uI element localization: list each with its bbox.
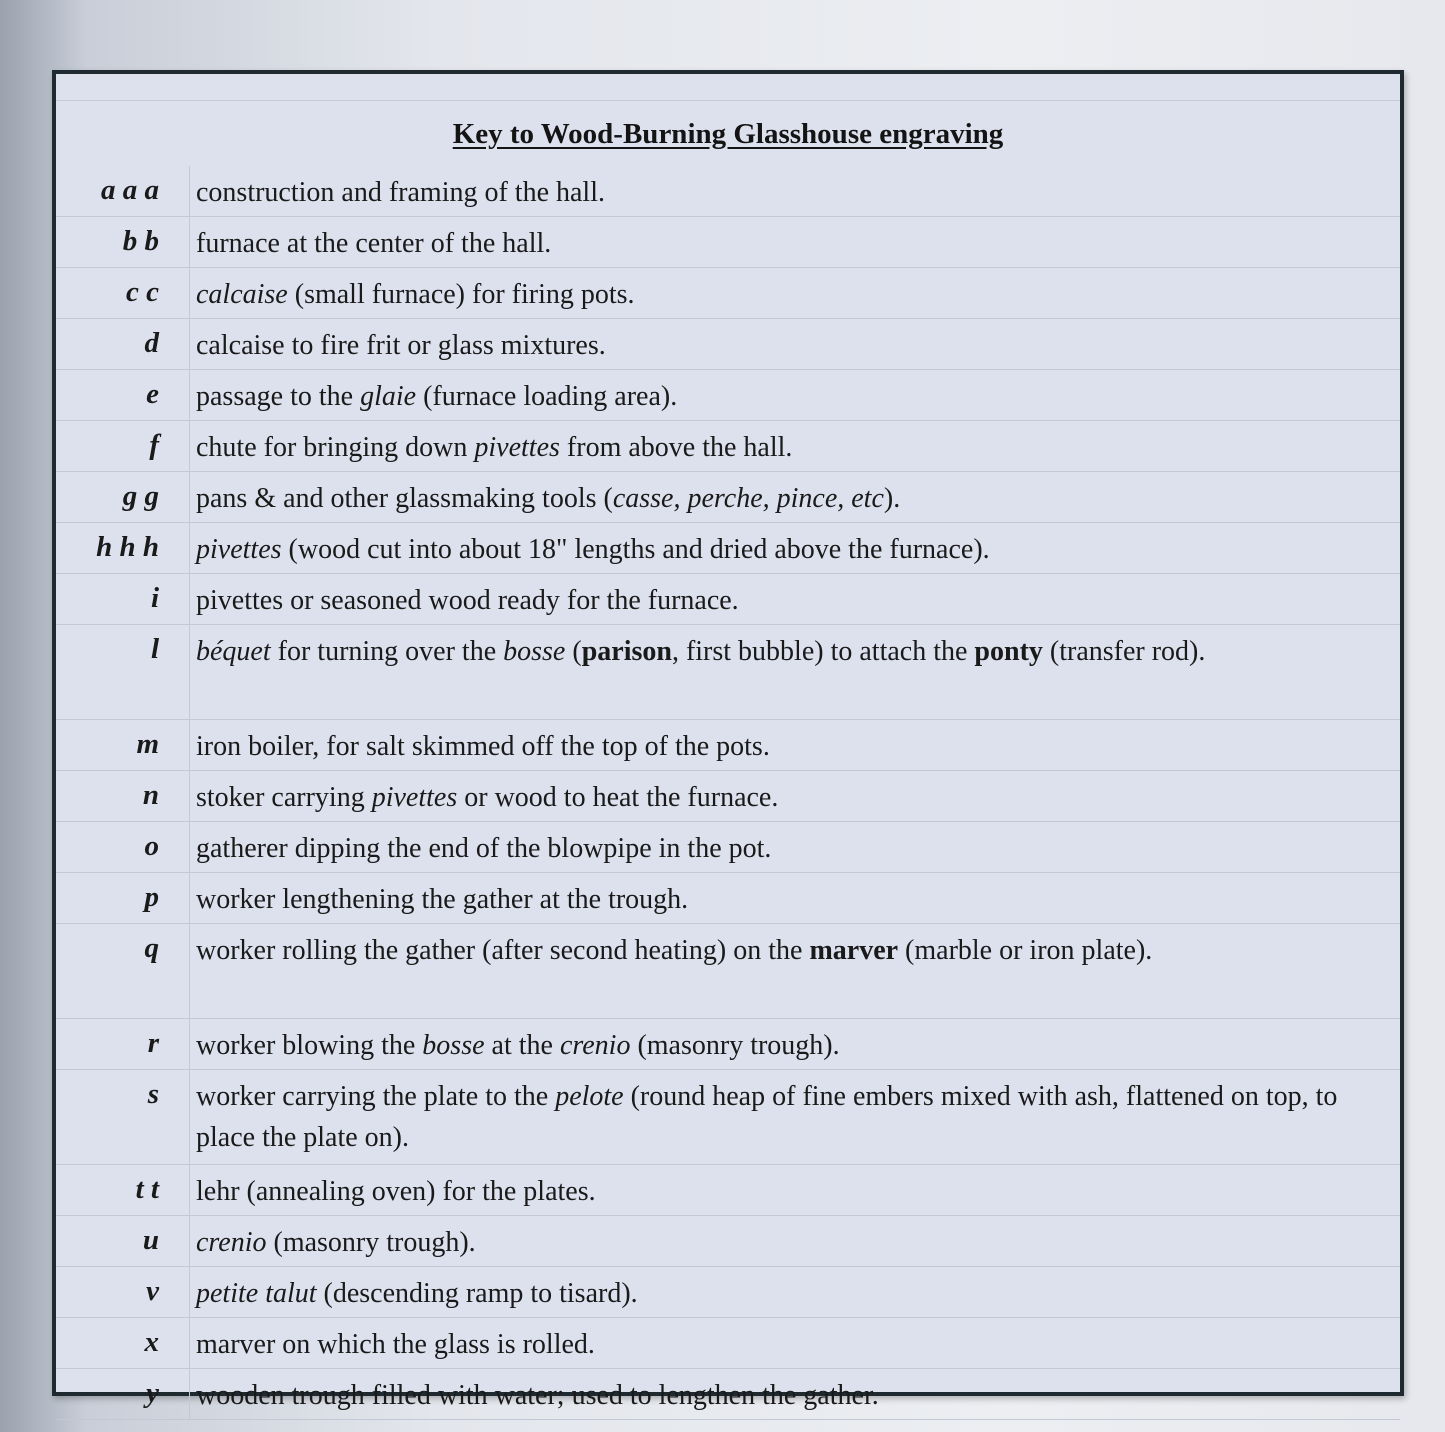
table-row [56,574,1400,625]
table-row [56,771,1400,822]
entry-description [190,720,1400,770]
table-row [56,370,1400,421]
table-row [56,217,1400,268]
description-text: (small furnace) for firing pots. [287,279,635,310]
table-row [56,1318,1400,1369]
description-text: worker carrying the plate to the [196,1081,556,1112]
entry-key: s [56,1070,190,1164]
ruled-line [56,100,1400,101]
entry-description [190,924,1400,1018]
description-text: pans & and other glassmaking tools ( [196,483,613,514]
entry-key: b b [56,217,190,267]
description-text: petite talut [196,1278,317,1309]
description-text: béquet [196,636,271,667]
description-text: (descending ramp to tisard). [316,1278,638,1309]
description-text: crenio [196,1227,267,1258]
entry-key: v [56,1267,190,1317]
description-text: (transfer rod). [1042,636,1206,667]
entry-description [190,873,1400,923]
table-row [56,822,1400,873]
entry-key: n [56,771,190,821]
entry-description [190,319,1400,369]
entry-key: a a a [56,166,190,216]
table-row [56,1216,1400,1267]
table-row [56,319,1400,370]
description-text: calcaise to fire frit or glass mixtures. [196,330,606,361]
table-row [56,924,1400,1019]
description-text: at the [484,1030,560,1061]
description-text: pivettes or seasoned wood ready for the furnace. [196,585,739,616]
entry-description [190,1019,1400,1069]
table-row [56,268,1400,319]
description-text: marver on which the glass is rolled. [196,1329,595,1360]
entry-key: o [56,822,190,872]
entry-key: y [56,1369,190,1419]
key-table [56,166,1400,1420]
description-text: chute for bringing down [196,432,475,463]
description-text: wooden trough filled with water; used to lengthen the gather. [196,1380,879,1411]
description-text: (wood cut into about 18" lengths and dried above the furnace). [281,534,990,565]
description-text: parison [581,636,672,667]
entry-description [190,523,1400,573]
entry-description [190,1165,1400,1215]
description-text: for turning over the [270,636,504,667]
table-row [56,523,1400,574]
document-sheet [52,70,1404,1411]
entry-key: d [56,319,190,369]
description-text: bosse [422,1030,485,1061]
table-row [56,472,1400,523]
description-text: , first bubble) to attach the [671,636,975,667]
entry-description [190,1216,1400,1266]
description-text: bosse [503,636,566,667]
entry-key: u [56,1216,190,1266]
description-text: from above the hall. [559,432,793,463]
table-row [56,1019,1400,1070]
entry-description [190,217,1400,267]
description-text: construction and framing of the hall. [196,177,605,208]
entry-key: x [56,1318,190,1368]
table-row [56,1165,1400,1216]
entry-key: t t [56,1165,190,1215]
description-text: pivettes [196,534,282,565]
entry-description [190,166,1400,216]
table-row [56,166,1400,217]
description-text: gatherer dipping the end of the blowpipe in the pot. [196,833,772,864]
page-title: Key to Wood-Burning Glasshouse engraving [452,118,1004,150]
description-text: casse, perche, pince, etc [612,483,884,514]
description-text: (furnace loading area). [416,381,678,412]
entry-key: f [56,421,190,471]
description-text: iron boiler, for salt skimmed off the top of the pots. [196,731,770,762]
table-row [56,421,1400,472]
table-row [56,1369,1400,1420]
entry-key: e [56,370,190,420]
description-text: (masonry trough). [266,1227,476,1258]
entry-key: h h h [56,523,190,573]
description-text: passage to the [196,381,361,412]
table-row [56,873,1400,924]
description-text: ponty [974,636,1043,667]
entry-key: p [56,873,190,923]
description-text: furnace at the center of the hall. [196,228,552,259]
entry-description [190,472,1400,522]
table-row [56,1267,1400,1318]
table-row [56,720,1400,771]
description-text: stoker carrying [196,782,372,813]
table-row [56,1070,1400,1165]
description-text: worker lengthening the gather at the trough. [196,884,689,915]
description-text: pelote [555,1081,624,1112]
table-row [56,625,1400,720]
description-text: (masonry trough). [630,1030,840,1061]
description-text: pivettes [474,432,560,463]
entry-key: c c [56,268,190,318]
entry-key: m [56,720,190,770]
entry-description [190,574,1400,624]
entry-description [190,625,1400,719]
description-text: (marble or iron plate). [898,935,1153,966]
description-text: worker rolling the gather (after second heating) on the [196,935,810,966]
entry-description [190,1369,1400,1419]
description-text: crenio [559,1030,631,1061]
entry-description [190,1267,1400,1317]
description-text: ( [565,636,582,667]
entry-description [190,370,1400,420]
entry-key: r [56,1019,190,1069]
entry-key: l [56,625,190,719]
description-text: (round heap of fine embers mixed with ash, flattened on top, to place the plate on). [196,1081,1338,1153]
description-text: ). [883,483,901,514]
entry-description [190,421,1400,471]
entry-description [190,771,1400,821]
description-text: or wood to heat the furnace. [457,782,779,813]
entry-key: i [56,574,190,624]
entry-description [190,1318,1400,1368]
description-text: glaie [360,381,417,412]
description-text: marver [809,935,899,966]
description-text: pivettes [371,782,458,813]
entry-description [190,1070,1400,1164]
description-text: worker blowing the [196,1030,423,1061]
entry-key: q [56,924,190,1018]
description-text: calcaise [196,279,288,310]
entry-description [190,268,1400,318]
entry-key: g g [56,472,190,522]
description-text: lehr (annealing oven) for the plates. [196,1176,596,1207]
entry-description [190,822,1400,872]
